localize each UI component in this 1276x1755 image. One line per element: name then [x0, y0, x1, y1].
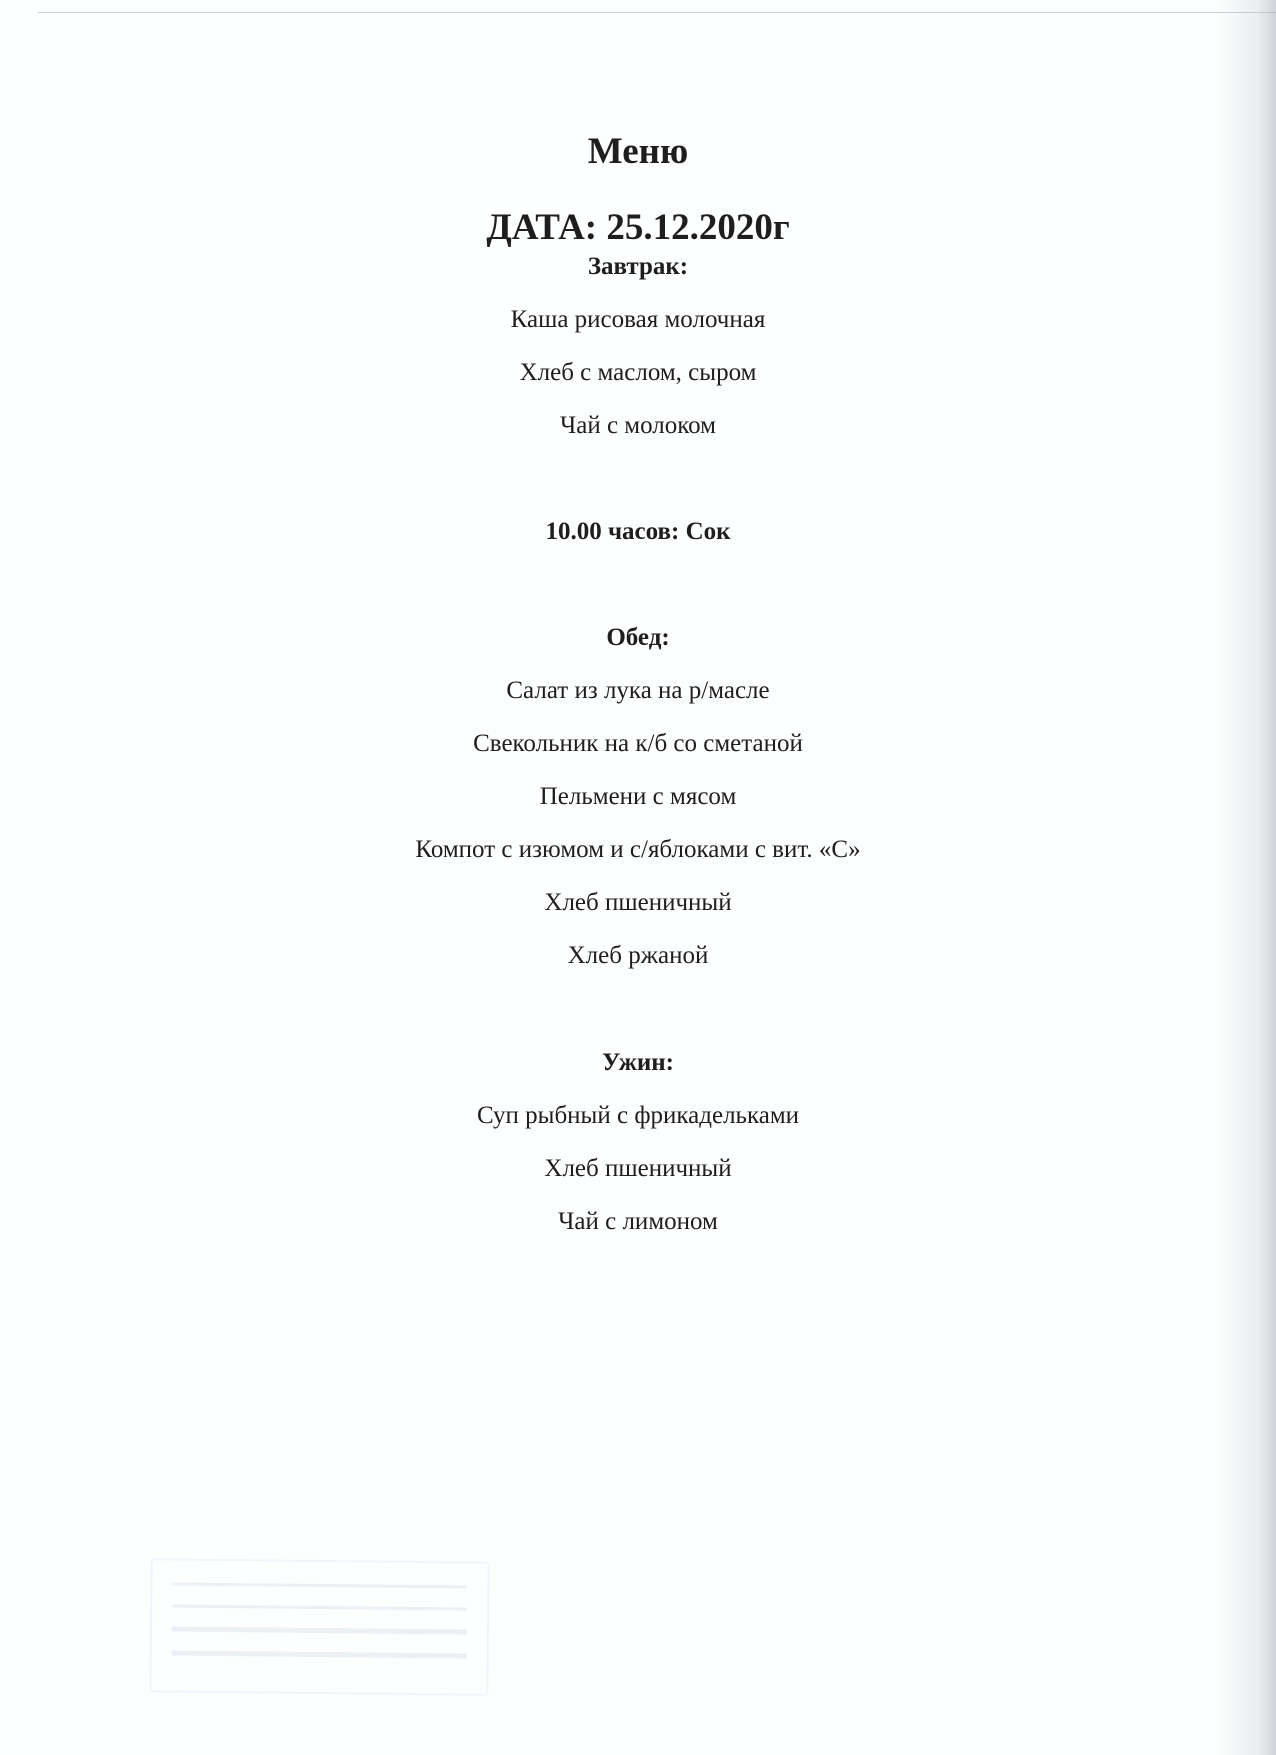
lunch-item: Компот с изюмом и с/яблоками с вит. «С» — [415, 836, 861, 863]
breakfast-item: Каша рисовая молочная — [510, 306, 766, 333]
breakfast-heading: Завтрак: — [587, 253, 689, 280]
menu-title: Меню — [587, 131, 689, 172]
dinner-item: Чай с лимоном — [558, 1208, 718, 1235]
lunch-item: Салат из лука на р/масле — [506, 677, 770, 704]
dinner-heading: Ужин: — [601, 1049, 675, 1076]
top-rule — [38, 12, 1276, 13]
menu-date: ДАТА: 25.12.2020г — [486, 207, 790, 248]
breakfast-item: Хлеб с маслом, сыром — [519, 359, 757, 386]
lunch-item: Хлеб пшеничный — [544, 889, 732, 916]
lunch-heading: Обед: — [606, 624, 670, 651]
snack-line: 10.00 часов: Сок — [545, 518, 731, 545]
lunch-item: Хлеб ржаной — [567, 942, 709, 969]
dinner-item: Суп рыбный с фрикадельками — [476, 1102, 800, 1129]
lunch-item: Свекольник на к/б со сметаной — [473, 730, 803, 757]
dinner-item: Хлеб пшеничный — [544, 1155, 732, 1182]
faded-stamp — [149, 1558, 489, 1696]
lunch-item: Пельмени с мясом — [539, 783, 737, 810]
breakfast-item: Чай с молоком — [559, 412, 716, 439]
